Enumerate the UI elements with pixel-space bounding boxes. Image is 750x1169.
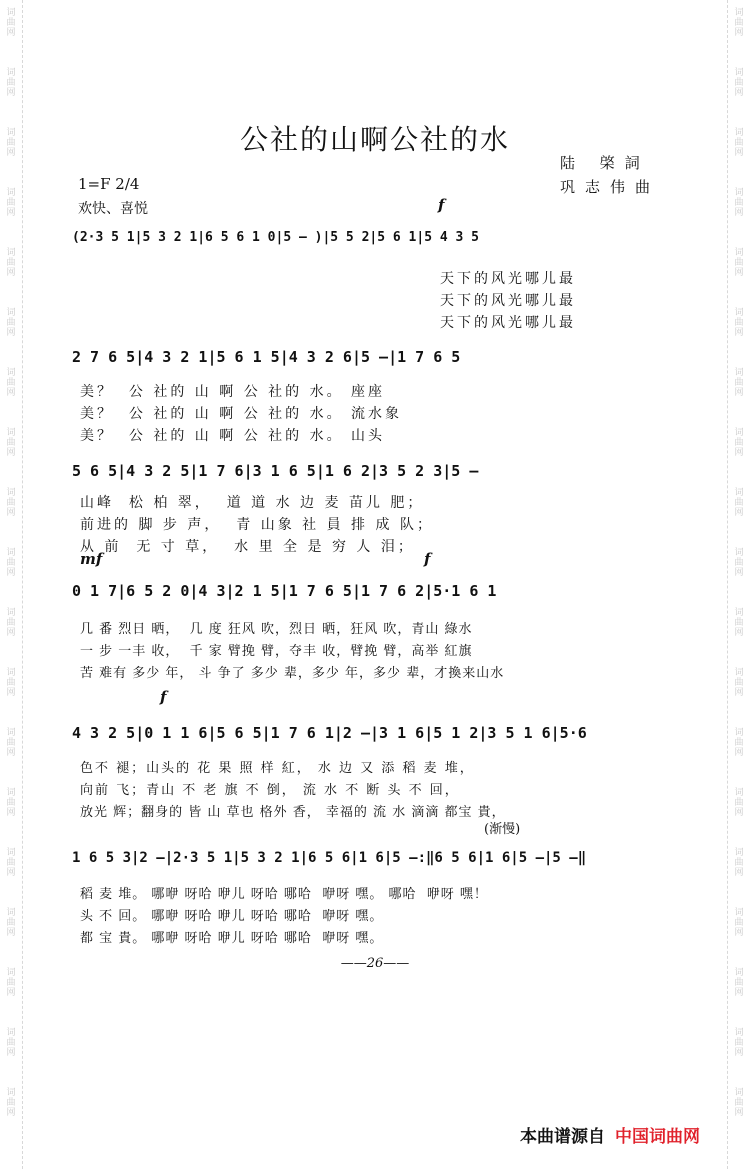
- notation-line-1: (2·3 5 1|5 3 2 1|6 5 6 1 0|5 — )|5 5 2|5 6 1|5 4 3 5: [72, 230, 479, 245]
- margin-watermark: 词 曲 网: [734, 368, 744, 398]
- margin-watermark: 词 曲 网: [6, 488, 16, 518]
- margin-watermark: 词 曲 网: [6, 968, 16, 998]
- margin-watermark: 词 曲 网: [734, 668, 744, 698]
- margin-watermark: 词 曲 网: [6, 668, 16, 698]
- dynamic-mark: f: [438, 196, 445, 214]
- margin-watermark: 词 曲 网: [6, 368, 16, 398]
- lyric-line-1-1: 天下的风光哪儿最: [440, 271, 576, 287]
- margin-watermark: 词 曲 网: [6, 608, 16, 638]
- margin-watermark: 词 曲 网: [734, 248, 744, 278]
- margin-watermark: 词 曲 网: [734, 548, 744, 578]
- lyric-line-5-1: 色不 褪；山头的 花 果 照 样 紅， 水 边 又 添 稻 麦 堆，: [80, 761, 475, 776]
- margin-watermark: 词 曲 网: [734, 968, 744, 998]
- lyric-line-2-3: 美？ 公 社的 山 啊 公 社的 水。 山头: [80, 428, 386, 444]
- notation-line-5: 4 3 2 5|0 1 1 6|5 6 5|1 7 6 1|2 —|3 1 6|5 1 2|3 5 1 6|5·6: [72, 724, 587, 742]
- lyric-line-2-1: 美？ 公 社的 山 啊 公 社的 水。 座座: [80, 384, 386, 400]
- margin-watermark: 词 曲 网: [6, 788, 16, 818]
- lyric-line-1-3: 天下的风光哪儿最: [440, 315, 576, 331]
- margin-watermark: 词 曲 网: [6, 428, 16, 458]
- margin-watermark: 词 曲 网: [6, 248, 16, 278]
- margin-watermark: 词 曲 网: [6, 68, 16, 98]
- lyric-line-1-2: 天下的风光哪儿最: [440, 293, 576, 309]
- composer-credit: 巩志伟曲: [560, 178, 661, 196]
- margin-watermark: 词 曲 网: [734, 488, 744, 518]
- key-signature: 1=F 2/4: [78, 175, 140, 193]
- margin-watermark: 词 曲 网: [734, 1088, 744, 1118]
- lyric-line-5-2: 向前 飞；青山 不 老 旗 不 倒， 流 水 不 断 头 不 回，: [80, 783, 460, 798]
- lyric-line-3-1: 山峰 松 柏 翠， 道 道 水 边 麦 苗儿 肥；: [80, 495, 425, 511]
- margin-watermark: 词 曲 网: [734, 188, 744, 218]
- notation-line-4: 0 1 7|6 5 2 0|4 3|2 1 5|1 7 6 5|1 7 6 2|5·1 6 1: [72, 582, 497, 600]
- tempo-marking: 欢快、喜悦: [78, 201, 148, 217]
- margin-watermark: 词 曲 网: [6, 728, 16, 758]
- notation-line-2: 2 7 6 5|4 3 2 1|5 6 1 5|4 3 2 6|5 —|1 7 6 5: [72, 348, 461, 366]
- margin-watermark: 词 曲 网: [734, 848, 744, 878]
- margin-watermark: 词 曲 网: [734, 788, 744, 818]
- margin-watermark: 词 曲 网: [734, 128, 744, 158]
- lyric-line-2-2: 美？ 公 社的 山 啊 公 社的 水。 流水象: [80, 406, 403, 422]
- lyric-line-4-2: 一 步 一丰 收， 千 家 臂挽 臂，夺丰 收，臂挽 臂，高举 紅旗: [80, 644, 473, 659]
- footer-site-link[interactable]: 中国词曲网: [615, 1127, 700, 1147]
- lyric-line-6-2: 头 不 回。 哪咿 呀哈 咿儿 呀哈 哪哈 咿呀 嘿。: [80, 909, 384, 924]
- lyric-line-3-3: 从 前 无 寸 草， 水 里 全 是 穷 人 泪；: [80, 539, 415, 555]
- margin-watermark: 词 曲 网: [734, 1028, 744, 1058]
- margin-watermark: 词 曲 网: [734, 608, 744, 638]
- margin-watermark: 词 曲 网: [734, 728, 744, 758]
- margin-watermark: 词 曲 网: [6, 548, 16, 578]
- margin-watermark: 词 曲 网: [6, 1088, 16, 1118]
- margin-watermark: 词 曲 网: [734, 308, 744, 338]
- lyric-line-6-3: 都 宝 貴。 哪咿 呀哈 咿儿 呀哈 哪哈 咿呀 嘿。: [80, 931, 384, 946]
- lyric-line-4-3: 苦 难有 多少 年， 斗 争了 多少 辈，多少 年，多少 辈，才換来山水: [80, 666, 505, 681]
- lyric-line-3-2: 前进的 脚 步 声， 青 山象 社 員 排 成 队；: [80, 517, 434, 533]
- lyric-line-4-1: 几 番 烈日 晒， 几 度 狂风 吹，烈日 晒，狂风 吹，青山 綠水: [80, 622, 473, 637]
- margin-watermark: 词 曲 网: [6, 1028, 16, 1058]
- dynamic-mark: f: [160, 688, 167, 706]
- margin-watermark: 词 曲 网: [6, 908, 16, 938]
- margin-watermark: 词 曲 网: [6, 848, 16, 878]
- margin-watermark: 词 曲 网: [6, 128, 16, 158]
- margin-watermark: 词 曲 网: [6, 188, 16, 218]
- notation-line-3: 5 6 5|4 3 2 5|1 7 6|3 1 6 5|1 6 2|3 5 2 3|5 —: [72, 462, 479, 480]
- lyric-line-6-1: 稻 麦 堆。 哪咿 呀哈 咿儿 呀哈 哪哈 咿呀 嘿。 哪哈 咿呀 嘿！: [80, 887, 488, 902]
- margin-watermark: 词 曲 网: [734, 428, 744, 458]
- song-title: 公社的山啊公社的水: [239, 123, 510, 156]
- margin-watermark: 词 曲 网: [734, 908, 744, 938]
- page-number: ——26——: [340, 956, 410, 971]
- notation-line-6: 1 6 5 3|2 —|2·3 5 1|5 3 2 1|6 5 6|1 6|5 —:‖6 5 6|1 6|5 —|5 —‖: [72, 850, 587, 866]
- dynamic-mark: mf: [80, 550, 103, 568]
- lyric-line-5-3: 放光 辉；翻身的 皆 山 草也 格外 香， 幸福的 流 水 滴滴 都宝 貴，: [80, 805, 506, 820]
- lyricist-credit: 陆 棨詞: [560, 154, 650, 172]
- tempo-change-mark: (渐慢): [484, 822, 521, 837]
- dynamic-mark: f: [424, 550, 431, 568]
- margin-watermark: 词 曲 网: [734, 8, 744, 38]
- margin-watermark: 词 曲 网: [6, 8, 16, 38]
- footer-source-text: 本曲谱源自: [520, 1127, 605, 1147]
- source-footer: [520, 1122, 700, 1147]
- margin-watermark: 词 曲 网: [734, 68, 744, 98]
- margin-watermark: 词 曲 网: [6, 308, 16, 338]
